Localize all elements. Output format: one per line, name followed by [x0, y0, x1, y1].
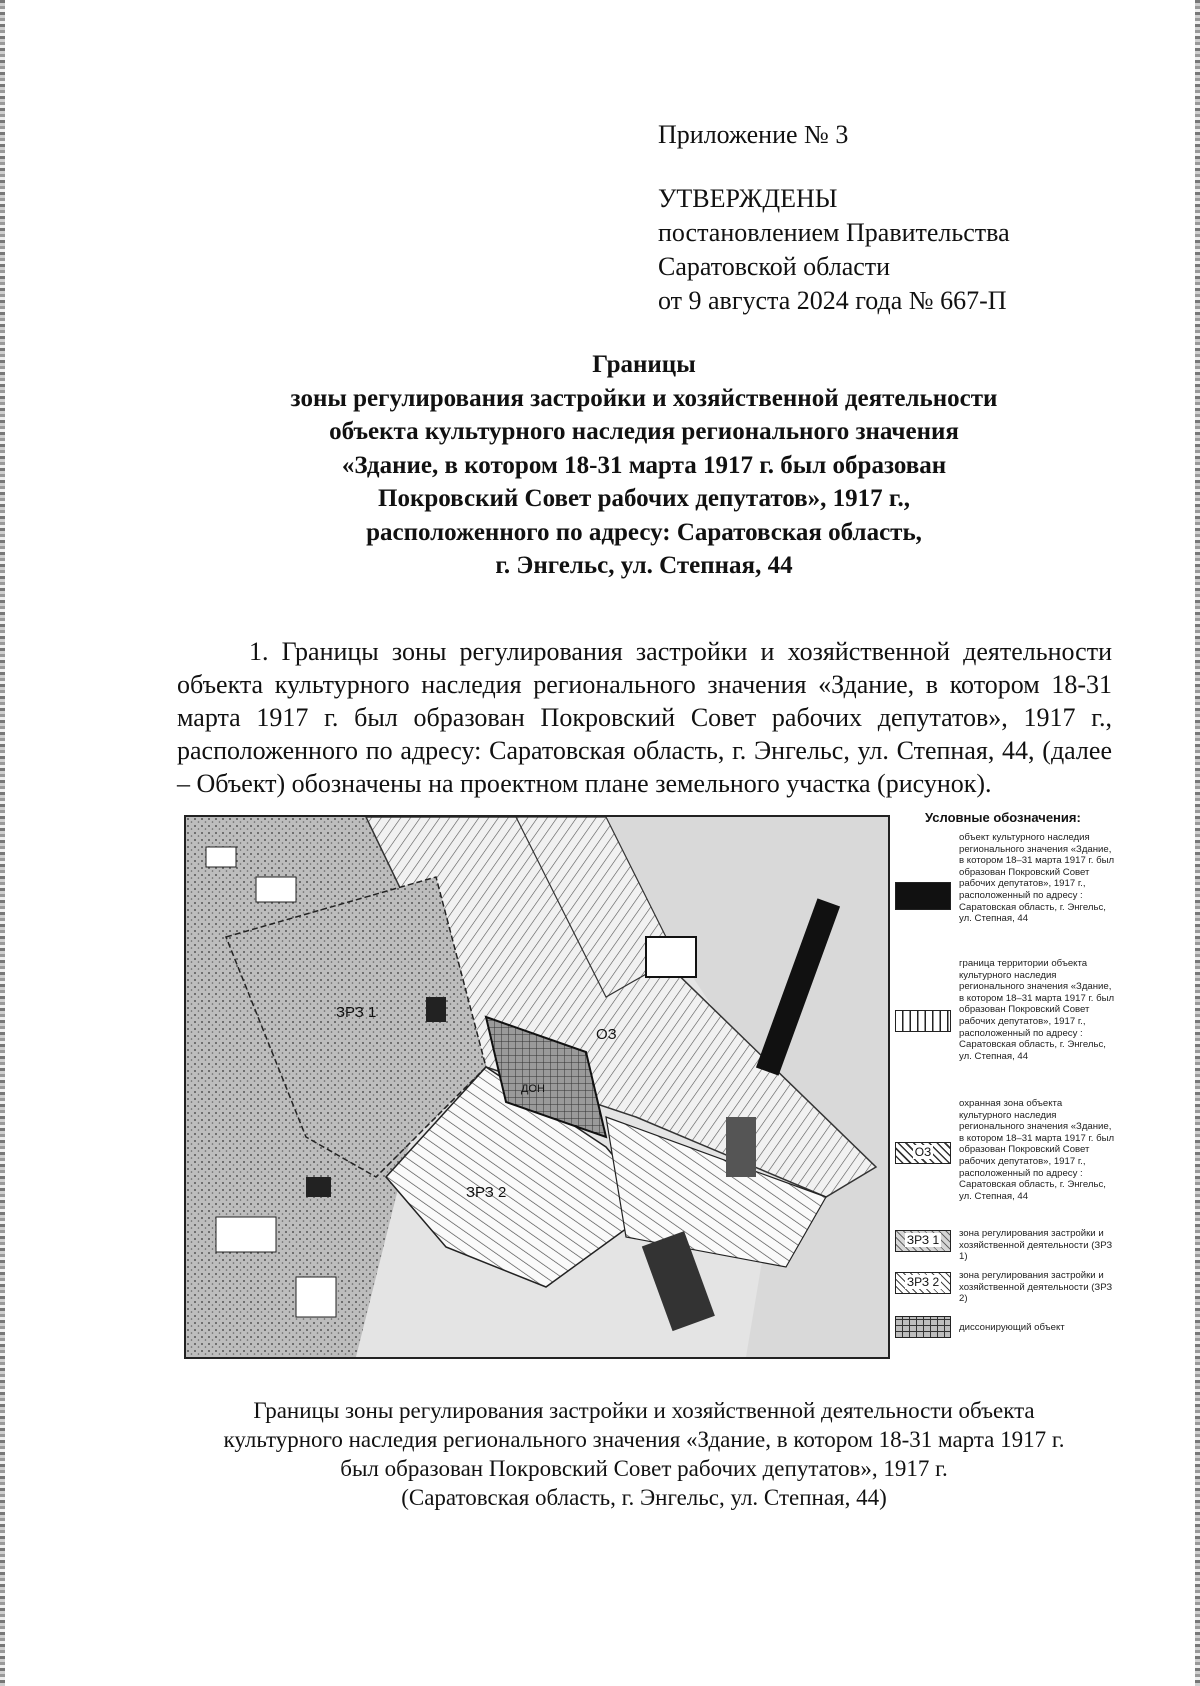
scan-edge-right — [1195, 0, 1200, 1686]
title-line: г. Энгельс, ул. Степная, 44 — [495, 552, 793, 579]
caption-line: культурного наследия регионального значения «Здание, в котором 18-31 марта 1917 г. — [223, 1427, 1065, 1452]
approved-label: УТВЕРЖДЕНЫ — [658, 184, 838, 213]
site-plan-drawing — [186, 817, 888, 1357]
title-line: объекта культурного наследия регионального значения — [329, 418, 959, 445]
map-label-oz: ОЗ — [596, 1026, 617, 1043]
document-title — [180, 348, 1108, 583]
caption-line: (Саратовская область, г. Энгельс, ул. Степная, 44) — [401, 1485, 887, 1510]
map-label-dis: ДОН — [521, 1083, 545, 1095]
legend-swatch-zrz2 — [895, 1272, 951, 1294]
legend-swatch-label: ОЗ — [914, 1145, 932, 1159]
body-paragraph: 1. Границы зоны регулирования застройки и хозяйственной деятельности объекта культурного наследия регионального значения «Здание, в котором 18-31 марта 1917 г. был образован Покровский Совет рабочих депутатов», 1917 г., расположенного по адресу: Саратовская область, г. Энгельс, ул. Степная, 44, (далее – Объект) обозначены на проектном плане земельного участка (рисунок). — [177, 637, 1112, 798]
site-plan-map — [184, 815, 890, 1359]
legend-swatch-oz — [895, 1142, 951, 1164]
legend-text: диссонирующий объект — [959, 1322, 1065, 1333]
map-legend — [895, 810, 1117, 1333]
scan-edge-left — [0, 0, 5, 1686]
legend-text: объект культурного наследия регионального значения «Здание, в котором 18–31 марта 1917 г. был образован Покровский Совет рабочих депутатов», 1917 г., расположенный по адресу : Саратовская область, г. Энгельс, ул. Степная, 44 — [959, 832, 1115, 925]
legend-swatch-object — [895, 882, 951, 910]
title-line: «Здание, в котором 18-31 марта 1917 г. был образован — [341, 451, 947, 479]
title-line: расположенного по адресу: Саратовская область, — [366, 518, 922, 546]
caption-line: Границы зоны регулирования застройки и хозяйственной деятельности объекта — [253, 1398, 1035, 1423]
legend-text: граница территории объекта культурного наследия регионального значения «Здание, в котором 18–31 марта 1917 г. был образован Покровский Совет рабочих депутатов», 1917 г., расположенный по адресу : Саратовская область, г. Энгельс, ул. Степная, 44 — [959, 958, 1115, 1062]
legend-text: зона регулирования застройки и хозяйственной деятельности (ЗРЗ 1) — [959, 1228, 1113, 1263]
approved-line-3: от 9 августа 2024 года № 667-П — [658, 286, 1007, 315]
legend-title: Условные обозначения: — [925, 810, 1081, 825]
legend-swatch-zrz1 — [895, 1230, 951, 1252]
map-label-zrz1: ЗРЗ 1 — [336, 1004, 377, 1021]
legend-swatch-dissonant — [895, 1316, 951, 1338]
figure-caption — [180, 1396, 1108, 1512]
appendix-header — [658, 118, 1010, 318]
title-line: Покровский Совет рабочих депутатов», 1917 г., — [378, 485, 910, 512]
legend-text: зона регулирования застройки и хозяйственной деятельности (ЗРЗ 2) — [959, 1270, 1113, 1305]
appendix-number: Приложение № 3 — [658, 120, 849, 149]
caption-line: был образован Покровский Совет рабочих депутатов», 1917 г. — [340, 1456, 948, 1481]
legend-text: охранная зона объекта культурного наследия регионального значения «Здание, в котором 18–31 марта 1917 г. был образован Покровский Совет рабочих депутатов», 1917 г., расположенный по адресу : Саратовская область, г. Энгельс, ул. Степная, 44 — [959, 1098, 1115, 1202]
title-line: зоны регулирования застройки и хозяйственной деятельности — [290, 384, 998, 412]
legend-swatch-territory — [895, 1010, 951, 1032]
approved-line-1: постановлением Правительства — [658, 218, 1010, 247]
map-label-zrz2: ЗРЗ 2 — [466, 1184, 507, 1201]
approved-line-2: Саратовской области — [658, 252, 891, 281]
title-line: Границы — [592, 351, 696, 378]
legend-swatch-label: ЗРЗ 2 — [906, 1275, 940, 1289]
legend-swatch-label: ЗРЗ 1 — [906, 1233, 940, 1247]
